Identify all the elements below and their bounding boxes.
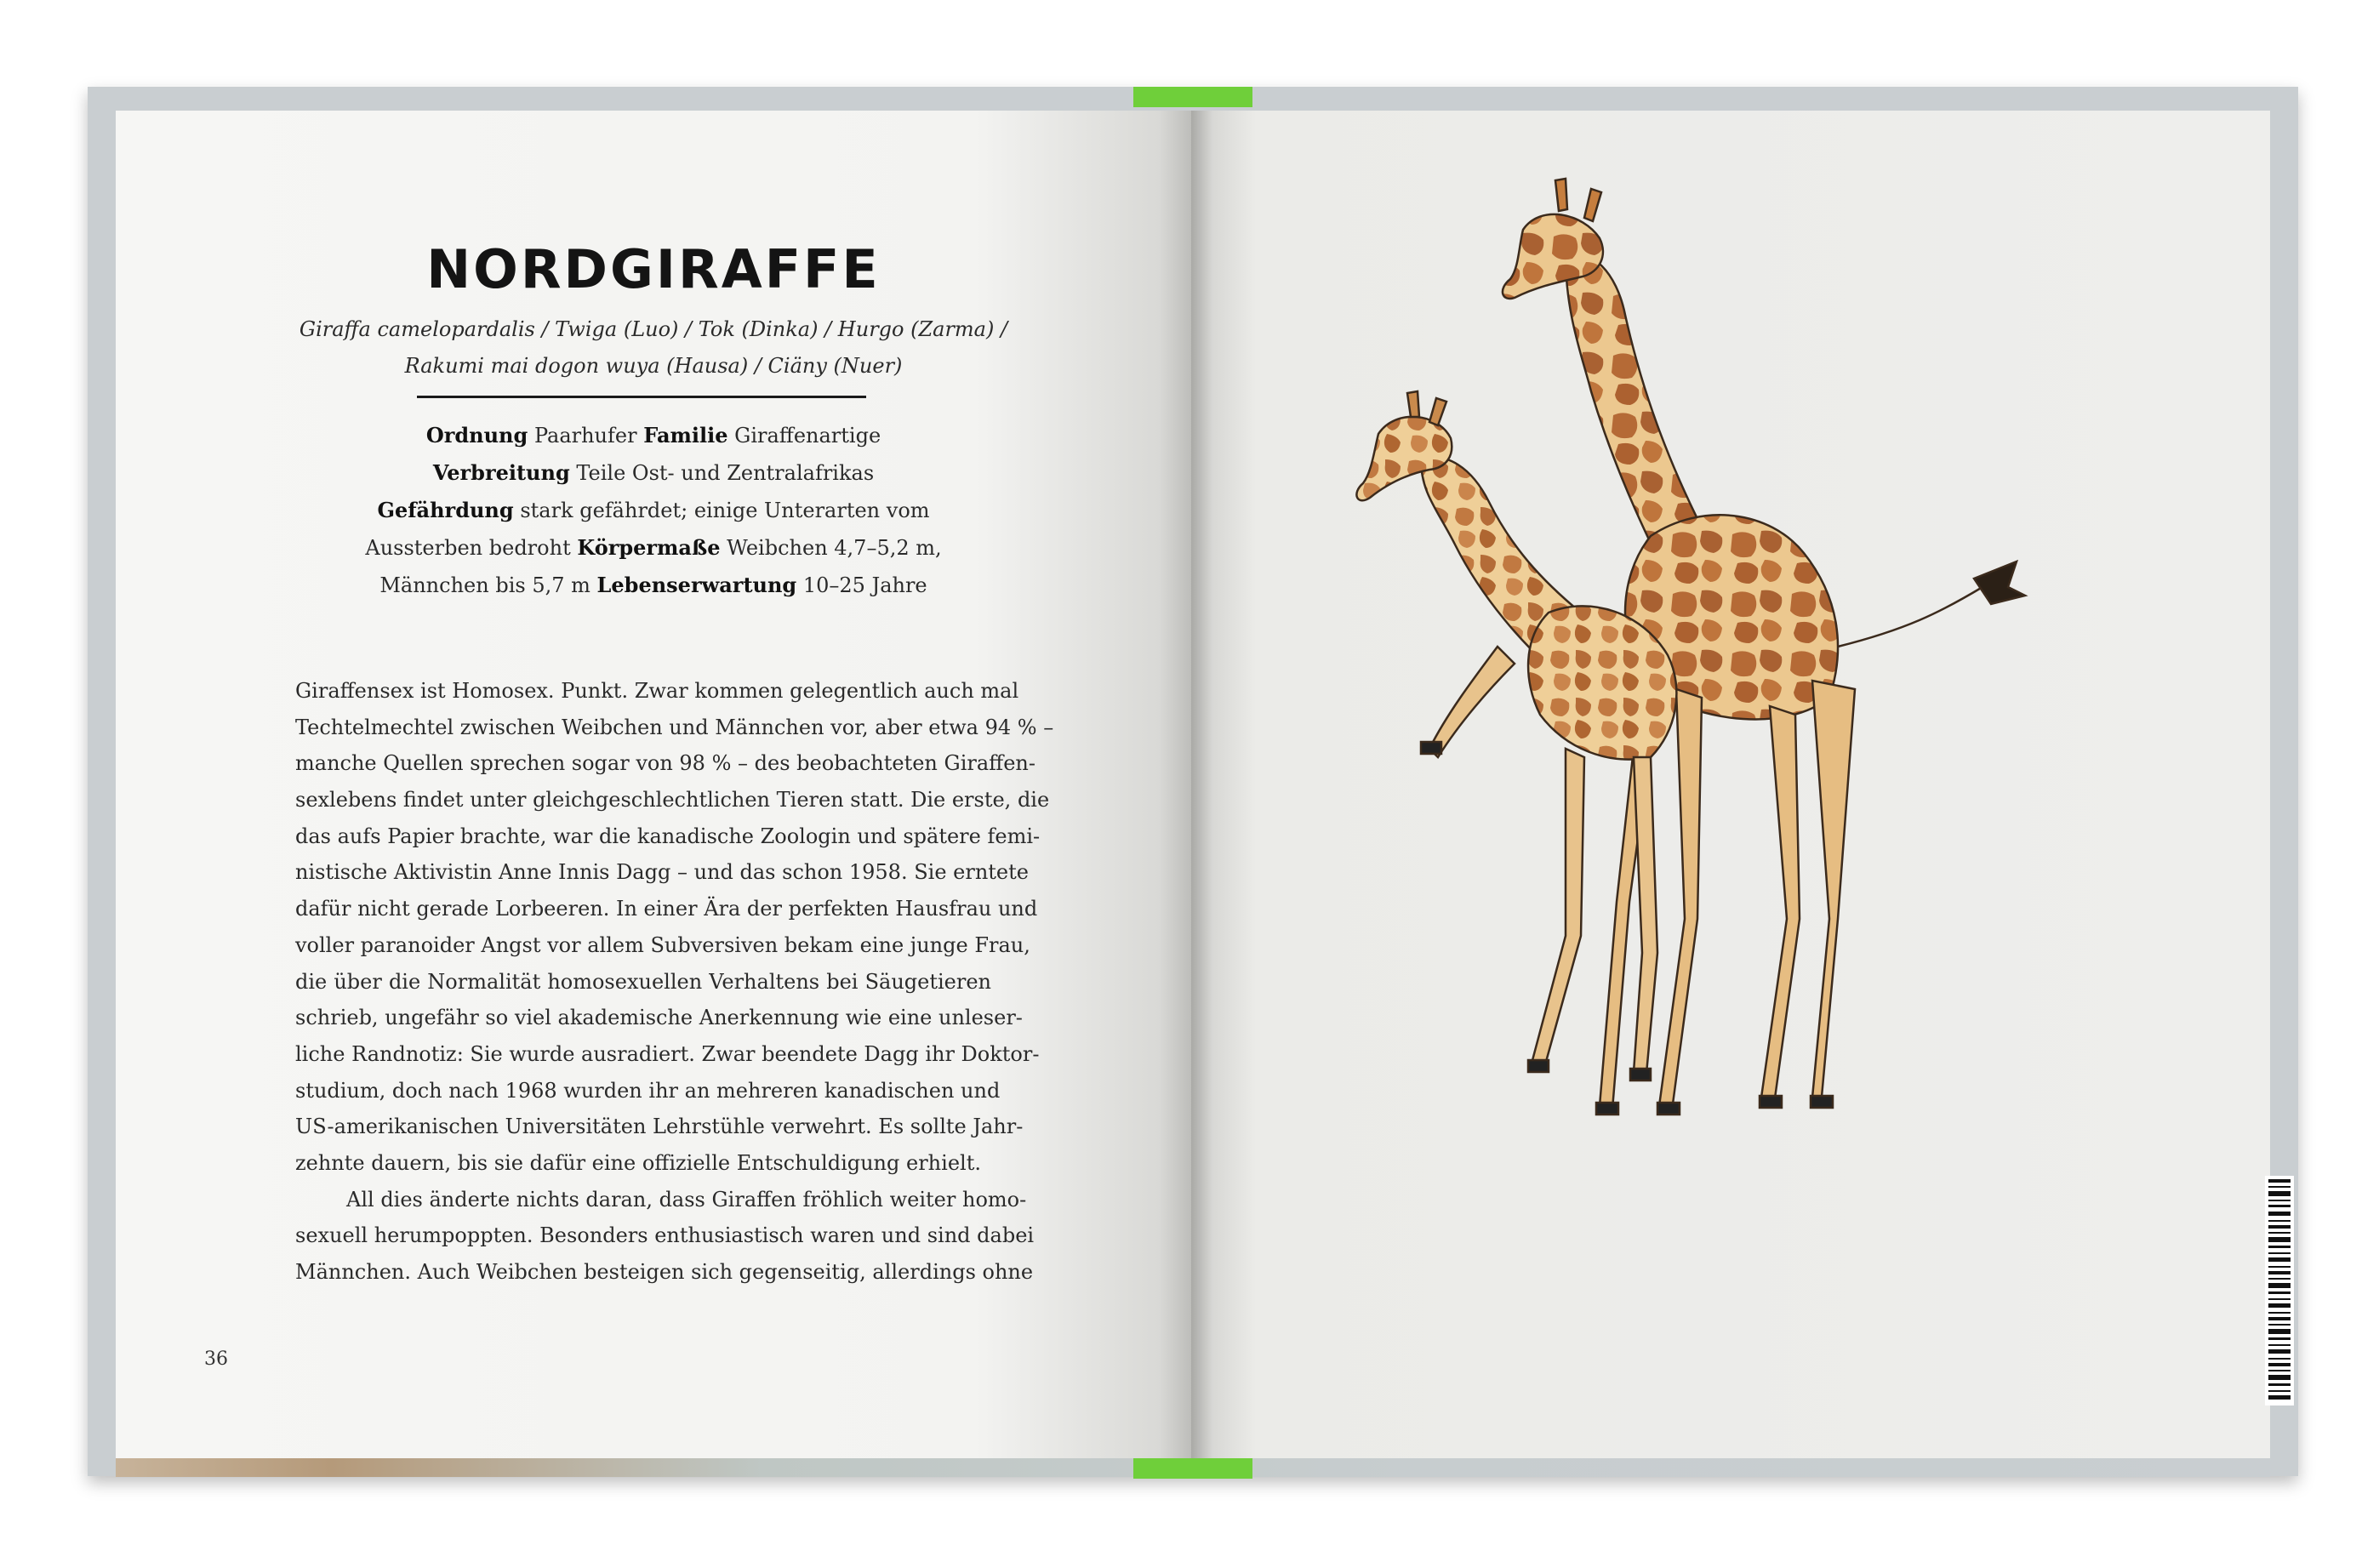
body-line: manche Quellen sprechen sogar von 98 % – des beobachteten Giraffen-	[295, 751, 1035, 776]
barcode	[2265, 1176, 2294, 1405]
title-divider	[417, 396, 866, 398]
gefaehrdung-value-b: Aussterben bedroht	[365, 536, 571, 560]
body-line: das aufs Papier brachte, war die kanadische Zoologin und spätere femi-	[295, 824, 1041, 848]
familie-label: Familie	[643, 423, 728, 448]
species-names-line-1: Giraffa camelopardalis / Twiga (Luo) / Tok (Dinka) / Hurgo (Zarma) /	[299, 317, 1008, 341]
koerpermasse-value-b: Männchen bis 5,7 m	[379, 573, 590, 597]
body-line: US-amerikanischen Universitäten Lehrstühle verwehrt. Es sollte Jahr-	[295, 1115, 1024, 1139]
fact-line-3	[340, 492, 967, 529]
species-names-line-2: Rakumi mai dogon wuya (Hausa) / Ciäny (Nuer)	[404, 354, 903, 378]
body-line: die über die Normalität homosexuellen Verhaltens bei Säugetieren	[295, 969, 991, 994]
body-line: sexuell herumpoppten. Besonders enthusiastisch waren und sind dabei	[295, 1223, 1035, 1248]
fact-line-4	[340, 529, 967, 567]
verbreitung-label: Verbreitung	[432, 460, 570, 485]
body-line: Giraffensex ist Homosex. Punkt. Zwar kommen gelegentlich auch mal	[295, 679, 1019, 703]
fact-line-5	[340, 567, 967, 604]
body-line: studium, doch nach 1968 wurden ihr an mehreren kanadischen und	[295, 1078, 1001, 1103]
two-giraffes-illustration	[1310, 170, 2195, 1378]
koerpermasse-value-a: Weibchen 4,7–5,2 m,	[727, 536, 942, 560]
body-line: sexlebens findet unter gleichgeschlechtlichen Tieren statt. Die erste, die	[295, 788, 1050, 813]
gefaehrdung-label: Gefährdung	[377, 498, 514, 522]
lebenserwartung-value: 10–25 Jahre	[802, 573, 927, 597]
gefaehrdung-value-a: stark gefährdet; einige Unterarten vom	[520, 499, 930, 522]
page-number: 36	[204, 1348, 228, 1370]
body-line: Techtelmechtel zwischen Weibchen und Männchen vor, aber etwa 94 % –	[295, 715, 1054, 739]
fact-box	[340, 417, 967, 604]
bookmark-ribbon-top	[1133, 87, 1252, 107]
body-line: liche Randnotiz: Sie wurde ausradiert. Zwar beendete Dagg ihr Doktor-	[295, 1041, 1040, 1066]
body-line: dafür nicht gerade Lorbeeren. In einer Ära der perfekten Hausfrau und	[295, 897, 1038, 921]
body-text	[295, 673, 1054, 1291]
ordnung-label: Ordnung	[425, 423, 528, 448]
familie-value: Giraffenartige	[734, 424, 881, 448]
body-line: Männchen. Auch Weibchen besteigen sich gegenseitig, allerdings ohne	[295, 1260, 1034, 1284]
page-title: NORDGIRAFFE	[426, 238, 881, 300]
fact-line-1	[340, 417, 967, 454]
bookmark-ribbon-bottom	[1133, 1458, 1252, 1479]
species-names	[286, 311, 1021, 385]
body-line: schrieb, ungefähr so viel akademische Anerkennung wie eine unleser-	[295, 1006, 1023, 1030]
body-line: All dies änderte nichts daran, dass Giraffen fröhlich weiter homo-	[346, 1187, 1027, 1212]
body-line: voller paranoider Angst vor allem Subversiven bekam eine junge Frau,	[295, 932, 1030, 957]
ordnung-value: Paarhufer	[533, 424, 637, 448]
lebenserwartung-label: Lebenserwartung	[596, 573, 797, 597]
body-line: nistische Aktivistin Anne Innis Dagg – und das schon 1958. Sie erntete	[295, 860, 1029, 885]
body-line: zehnte dauern, bis sie dafür eine offizielle Entschuldigung erhielt.	[295, 1150, 981, 1175]
koerpermasse-label: Körpermaße	[577, 535, 721, 560]
fact-line-2	[340, 454, 967, 492]
verbreitung-value: Teile Ost- und Zentralafrikas	[576, 461, 875, 485]
